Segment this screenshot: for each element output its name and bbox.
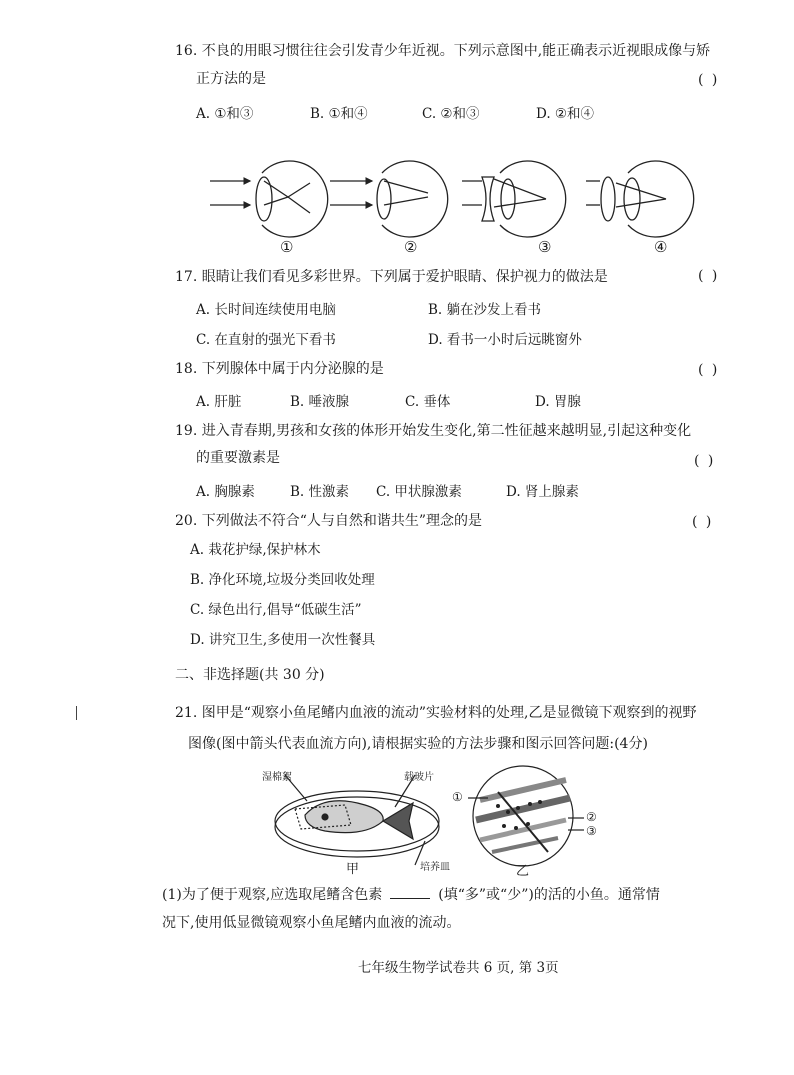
eye-label-1: ①	[280, 238, 294, 256]
section-heading: 二、非选择题(共 30 分)	[175, 667, 325, 683]
eye-diagram-3	[462, 161, 566, 237]
q20-option-a: A. 栽花护绿,保护林木	[190, 542, 321, 558]
eye-label-2: ②	[404, 238, 418, 256]
q19-stem-line2: 的重要激素是	[196, 450, 280, 466]
q16-answer-blank[interactable]: ( )	[698, 72, 720, 88]
q21-figure-yi	[468, 762, 598, 874]
q20-answer-blank[interactable]: ( )	[692, 514, 714, 530]
eye-diagram-4	[586, 161, 694, 237]
q16-option-d: D. ②和④	[536, 106, 595, 122]
eye-diagram-2	[330, 161, 448, 237]
label-dish: 培养皿	[420, 862, 450, 873]
q20-option-d: D. 讲究卫生,多使用一次性餐具	[190, 632, 376, 648]
q17-answer-blank[interactable]: ( )	[698, 268, 720, 284]
q16-stem-line1: 16. 不良的用眼习惯往往会引发青少年近视。下列示意图中,能正确表示近视眼成像与矫	[175, 43, 711, 59]
label-cover-slip: 载玻片	[404, 772, 434, 783]
label-wet-cotton: 湿棉絮	[262, 772, 292, 783]
q21-sub1-part-b: (填“多”或“少”)的活的小鱼。通常情	[438, 887, 660, 903]
q21-stem-line2: 图像(图中箭头代表血流方向),请根据实验的方法步骤和图示回答问题:(4分)	[188, 736, 648, 752]
q16-eye-diagrams	[200, 145, 700, 265]
q19-option-b: B. 性激素	[290, 484, 350, 500]
label-mark-2: ②	[586, 810, 597, 824]
q18-answer-blank[interactable]: ( )	[698, 362, 720, 378]
q16-stem-line2: 正方法的是	[196, 71, 266, 87]
q20-option-b: B. 净化环境,垃圾分类回收处理	[190, 572, 375, 588]
q18-stem: 18. 下列腺体中属于内分泌腺的是	[175, 361, 384, 377]
q18-option-b: B. 唾液腺	[290, 394, 350, 410]
page-footer: 七年级生物学试卷共 6 页, 第 3页	[358, 960, 559, 976]
label-yi: 乙	[516, 864, 530, 879]
q21-sub1-part-a: (1)为了便于观察,应选取尾鳍含色素	[162, 887, 383, 903]
label-mark-1: ①	[452, 790, 463, 804]
q21-stem-line1: 21. 图甲是“观察小鱼尾鳍内血液的流动”实验材料的处理,乙是显微镜下观察到的视野	[175, 705, 697, 721]
q19-option-a: A. 胸腺素	[196, 484, 255, 500]
label-jia: 甲	[346, 862, 360, 877]
q21-sub1-line2: 况下,使用低显微镜观察小鱼尾鳍内血液的流动。	[162, 915, 461, 931]
eye-diagram-1	[210, 161, 328, 237]
eye-label-3: ③	[538, 238, 552, 256]
q19-answer-blank[interactable]: ( )	[694, 453, 716, 469]
q17-option-d: D. 看书一小时后远眺窗外	[428, 332, 582, 348]
q16-option-a: A. ①和③	[196, 106, 254, 122]
q21-sub1-line1	[162, 884, 660, 904]
q17-stem: 17. 眼睛让我们看见多彩世界。下列属于爱护眼睛、保护视力的做法是	[175, 269, 608, 285]
q18-option-c: C. 垂体	[405, 394, 451, 410]
q21-sub1-blank[interactable]	[390, 886, 430, 899]
q20-stem: 20. 下列做法不符合“人与自然和谐共生”理念的是	[175, 513, 483, 529]
q18-option-d: D. 胃腺	[535, 394, 581, 410]
scan-mark	[76, 706, 77, 720]
label-mark-3: ③	[586, 824, 597, 838]
q17-option-b: B. 躺在沙发上看书	[428, 302, 542, 318]
q19-option-c: C. 甲状腺激素	[376, 484, 462, 500]
q20-option-c: C. 绿色出行,倡导“低碳生活”	[190, 602, 362, 618]
q17-option-c: C. 在直射的强光下看书	[196, 332, 336, 348]
q19-option-d: D. 肾上腺素	[506, 484, 579, 500]
q18-option-a: A. 肝脏	[196, 394, 242, 410]
q16-option-c: C. ②和③	[422, 106, 480, 122]
q16-option-b: B. ①和④	[310, 106, 368, 122]
eye-label-4: ④	[654, 238, 668, 256]
q17-option-a: A. 长时间连续使用电脑	[196, 302, 336, 318]
q19-stem-line1: 19. 进入青春期,男孩和女孩的体形开始发生变化,第二性征越来越明显,引起这种变化	[175, 423, 692, 439]
